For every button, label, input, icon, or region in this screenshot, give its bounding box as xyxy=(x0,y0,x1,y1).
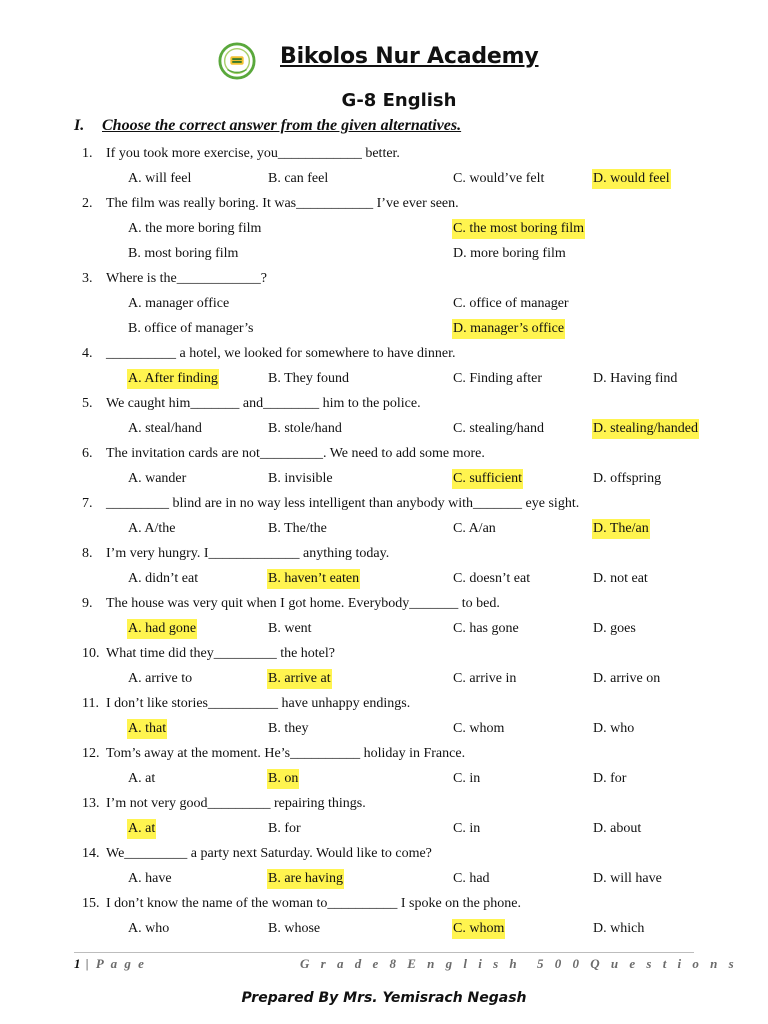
question-text: If you took more exercise, you____________ better. xyxy=(106,146,400,161)
question-4 xyxy=(82,344,456,364)
question-number: 5. xyxy=(82,396,93,411)
answer-option: C. would’ve felt xyxy=(453,171,545,186)
question-number: 14. xyxy=(82,846,100,861)
question-text: The invitation cards are not_________. We need to add some more. xyxy=(106,446,485,461)
section-instructions: Choose the correct answer from the given alternatives. xyxy=(102,117,462,134)
answer-option: D. will have xyxy=(593,871,662,886)
page-number: 1 xyxy=(74,956,81,971)
answer-option: A. steal/hand xyxy=(128,421,202,436)
answer-option: B. for xyxy=(268,821,301,836)
question-5 xyxy=(82,394,421,414)
answer-option-highlighted: B. are having xyxy=(267,869,344,889)
question-number: 8. xyxy=(82,546,93,561)
answer-option: A. the more boring film xyxy=(128,221,262,236)
subject-title: G-8 English xyxy=(341,90,457,111)
school-name: Bikolos Nur Academy xyxy=(280,44,539,69)
answer-option: D. more boring film xyxy=(453,246,566,261)
answer-option: A. arrive to xyxy=(128,671,193,686)
answer-option: A. who xyxy=(128,921,170,936)
answer-option: B. whose xyxy=(268,921,321,936)
page-label: | P a g e xyxy=(85,956,146,971)
question-number: 3. xyxy=(82,271,93,286)
answer-option: B. stole/hand xyxy=(268,421,342,436)
footer-subject: G r a d e 8 E n g l i s h xyxy=(300,956,521,971)
answer-option: C. in xyxy=(453,821,481,836)
question-text: We_________ a party next Saturday. Would like to come? xyxy=(106,846,432,861)
answer-option-highlighted: A. at xyxy=(127,819,156,839)
answer-option-highlighted: B. haven’t eaten xyxy=(267,569,360,589)
question-text: We caught him_______ and________ him to the police. xyxy=(106,396,421,411)
prepared-by: Prepared By Mrs. Yemisrach Negash xyxy=(241,990,527,1006)
answer-option: B. invisible xyxy=(268,471,333,486)
answer-option: C. stealing/hand xyxy=(453,421,544,436)
question-text: The house was very quit when I got home. Everybody_______ to bed. xyxy=(106,596,500,611)
answer-option-highlighted: C. whom xyxy=(452,919,505,939)
question-number: 7. xyxy=(82,496,93,511)
question-number: 13. xyxy=(82,796,100,811)
question-text: I’m very hungry. I_____________ anything today. xyxy=(106,546,390,561)
question-9 xyxy=(82,594,500,614)
answer-option: B. most boring film xyxy=(128,246,239,261)
answer-option-highlighted: D. manager’s office xyxy=(452,319,565,339)
question-number: 10. xyxy=(82,646,100,661)
question-text: _________ blind are in no way less intelligent than anybody with_______ eye sight. xyxy=(106,496,580,511)
answer-option-highlighted: B. on xyxy=(267,769,299,789)
question-10 xyxy=(82,644,335,664)
answer-option: A. manager office xyxy=(128,296,230,311)
question-13 xyxy=(82,794,366,814)
answer-option-highlighted: A. that xyxy=(127,719,167,739)
question-number: 2. xyxy=(82,196,93,211)
academy-seal-logo xyxy=(218,42,256,80)
question-6 xyxy=(82,444,485,464)
answer-option: B. went xyxy=(268,621,312,636)
answer-option: C. whom xyxy=(453,721,505,736)
question-number: 9. xyxy=(82,596,93,611)
footer-question-count: 5 0 0 Q u e s t i o n s xyxy=(537,956,738,971)
question-8 xyxy=(82,544,389,564)
question-number: 12. xyxy=(82,746,100,761)
question-number: 1. xyxy=(82,146,93,161)
question-text: I don’t like stories__________ have unhappy endings. xyxy=(106,696,411,711)
answer-option: B. can feel xyxy=(268,171,329,186)
answer-option: A. A/the xyxy=(128,521,176,536)
answer-option: A. at xyxy=(128,771,156,786)
answer-option: D. offspring xyxy=(593,471,662,486)
answer-option: A. will feel xyxy=(128,171,192,186)
answer-option: C. has gone xyxy=(453,621,519,636)
answer-option: D. not eat xyxy=(593,571,648,586)
question-text: __________ a hotel, we looked for somewhere to have dinner. xyxy=(106,346,456,361)
question-12 xyxy=(82,744,465,764)
footer-divider xyxy=(74,952,694,953)
question-text: Where is the____________? xyxy=(106,271,267,286)
answer-option: B. They found xyxy=(268,371,350,386)
answer-option: B. The/the xyxy=(268,521,327,536)
answer-option-highlighted: D. stealing/handed xyxy=(592,419,699,439)
question-number: 11. xyxy=(82,696,99,711)
question-11 xyxy=(82,694,410,714)
answer-option: A. have xyxy=(128,871,172,886)
answer-option: A. wander xyxy=(128,471,187,486)
answer-option: D. Having find xyxy=(593,371,678,386)
answer-option: C. office of manager xyxy=(453,296,569,311)
question-number: 4. xyxy=(82,346,93,361)
answer-option-highlighted: D. The/an xyxy=(592,519,650,539)
answer-option: D. for xyxy=(593,771,627,786)
question-text: The film was really boring. It was___________ I’ve ever seen. xyxy=(106,196,459,211)
question-text: I’m not very good_________ repairing things. xyxy=(106,796,366,811)
question-15 xyxy=(82,894,521,914)
question-1 xyxy=(82,144,400,164)
question-7 xyxy=(82,494,579,514)
answer-option: C. A/an xyxy=(453,521,496,536)
answer-option: C. in xyxy=(453,771,481,786)
answer-option-highlighted: B. arrive at xyxy=(267,669,332,689)
answer-option: D. arrive on xyxy=(593,671,661,686)
question-2 xyxy=(82,194,459,214)
answer-option-highlighted: C. sufficient xyxy=(452,469,523,489)
answer-option-highlighted: A. had gone xyxy=(127,619,197,639)
footer-page xyxy=(74,956,146,972)
answer-option: B. office of manager’s xyxy=(128,321,254,336)
question-3 xyxy=(82,269,267,289)
question-14 xyxy=(82,844,432,864)
answer-option: C. arrive in xyxy=(453,671,517,686)
answer-option-highlighted: C. the most boring film xyxy=(452,219,585,239)
question-text: What time did they_________ the hotel? xyxy=(106,646,336,661)
answer-option: D. which xyxy=(593,921,645,936)
answer-option-highlighted: A. After finding xyxy=(127,369,219,389)
question-number: 6. xyxy=(82,446,93,461)
answer-option: A. didn’t eat xyxy=(128,571,199,586)
answer-option: C. Finding after xyxy=(453,371,543,386)
section-number: I. xyxy=(74,117,85,134)
answer-option: C. doesn’t eat xyxy=(453,571,531,586)
answer-option: D. goes xyxy=(593,621,636,636)
answer-option: C. had xyxy=(453,871,490,886)
question-text: Tom’s away at the moment. He’s__________ holiday in France. xyxy=(106,746,466,761)
section-heading xyxy=(74,117,461,135)
answer-option: D. about xyxy=(593,821,642,836)
question-number: 15. xyxy=(82,896,100,911)
question-text: I don’t know the name of the woman to__________ I spoke on the phone. xyxy=(106,896,522,911)
answer-option: D. who xyxy=(593,721,635,736)
answer-option-highlighted: D. would feel xyxy=(592,169,671,189)
answer-option: B. they xyxy=(268,721,309,736)
